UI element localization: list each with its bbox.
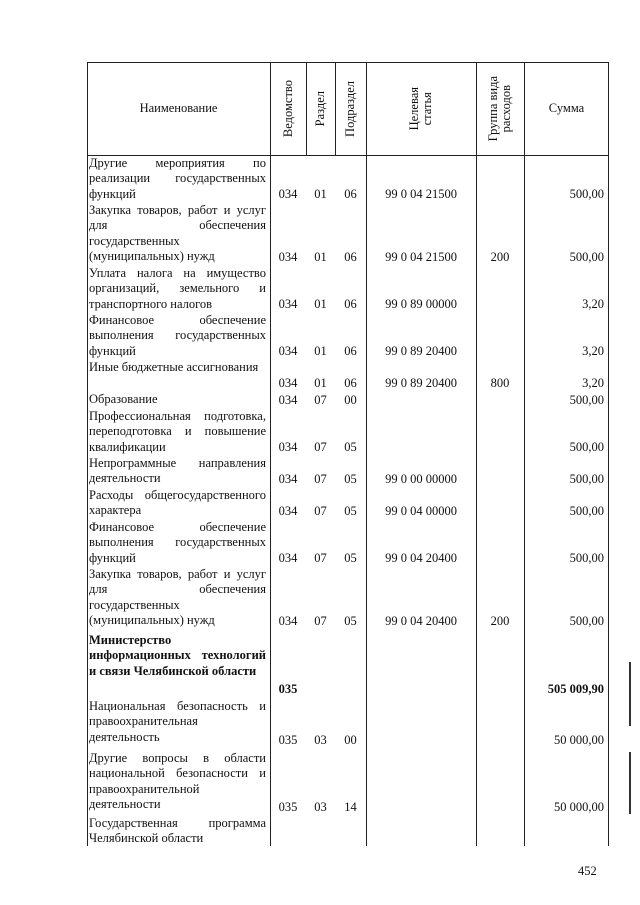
row-name: Непрограммные направления деятельности: [89, 456, 266, 486]
row-razdel: 07: [314, 392, 327, 407]
table-row: [87, 313, 609, 359]
header-razdel: Раздел: [313, 90, 327, 127]
row-name: Образование: [89, 392, 158, 406]
row-celevaya-statya: 99 0 89 20400: [385, 343, 457, 358]
row-vedomstvo: 034: [278, 503, 298, 518]
row-podrazdel: 06: [344, 296, 357, 311]
row-podrazdel: 05: [344, 503, 357, 518]
row-name: Другие мероприятия по реализации государственных функций: [89, 156, 266, 201]
header-vedomstvo: Ведомство: [280, 79, 295, 138]
row-celevaya-statya: 99 0 89 20400: [385, 375, 457, 390]
row-name: Закупка товаров, работ и услуг для обеспечения государственных (муниципальных) нужд: [89, 567, 266, 628]
row-razdel: 01: [314, 249, 327, 264]
row-celevaya-statya: 99 0 04 21500: [385, 186, 457, 201]
row-razdel: 07: [314, 613, 327, 628]
row-celevaya-statya: 99 0 04 20400: [385, 613, 457, 628]
row-podrazdel: 05: [344, 550, 357, 565]
table-row: [87, 456, 609, 487]
row-vedomstvo: 034: [278, 343, 298, 358]
table-row: [87, 156, 609, 202]
row-vedomstvo: 034: [278, 471, 298, 486]
scan-margin-mark: [629, 662, 631, 726]
row-vedomstvo: 035: [278, 681, 298, 696]
row-summa: 500,00: [569, 249, 604, 264]
row-summa: 3,20: [582, 343, 604, 358]
row-podrazdel: 06: [344, 343, 357, 358]
table-row: [87, 203, 609, 265]
row-vedomstvo: 034: [278, 296, 298, 311]
row-razdel: 01: [314, 343, 327, 358]
row-summa: 500,00: [569, 439, 604, 454]
table-row: [87, 360, 609, 391]
row-summa: 500,00: [569, 471, 604, 486]
row-name: Расходы общегосударственного характера: [89, 488, 266, 518]
row-name: Уплата налога на имущество организаций, земельного и транспортного налогов: [89, 266, 266, 311]
page-number: 452: [578, 864, 597, 878]
budget-table: [87, 62, 609, 846]
row-gruppa: 200: [490, 249, 510, 264]
row-podrazdel: 06: [344, 249, 357, 264]
row-vedomstvo: 034: [278, 613, 298, 628]
row-razdel: 03: [314, 732, 327, 747]
row-vedomstvo: 034: [278, 550, 298, 565]
row-vedomstvo: 035: [278, 732, 298, 747]
table-row: [87, 751, 609, 815]
row-razdel: 01: [314, 186, 327, 201]
row-summa: 50 000,00: [554, 732, 604, 747]
row-razdel: 03: [314, 799, 327, 814]
row-podrazdel: 05: [344, 613, 357, 628]
row-name: Министерство информационных технологий и связи Челябинской области: [89, 633, 266, 678]
table-row: [87, 266, 609, 312]
row-summa: 500,00: [569, 550, 604, 565]
table-row: [87, 816, 609, 846]
table-row: [87, 633, 609, 697]
table-row: [87, 699, 609, 748]
row-name: Финансовое обеспечение выполнения государственных функций: [89, 313, 266, 358]
table-row: [87, 392, 609, 408]
row-summa: 50 000,00: [554, 799, 604, 814]
row-podrazdel: 06: [344, 186, 357, 201]
row-podrazdel: 14: [344, 799, 357, 814]
row-summa: 3,20: [582, 296, 604, 311]
row-vedomstvo: 034: [278, 186, 298, 201]
header-celevaya-statya: Целевая статья: [407, 86, 434, 131]
row-podrazdel: 06: [344, 375, 357, 390]
header-podrazdel: Подраздел: [343, 80, 357, 137]
row-celevaya-statya: 99 0 04 20400: [385, 550, 457, 565]
row-vedomstvo: 034: [278, 439, 298, 454]
row-podrazdel: 05: [344, 439, 357, 454]
row-celevaya-statya: 99 0 04 21500: [385, 249, 457, 264]
table-row: [87, 409, 609, 455]
row-vedomstvo: 034: [278, 375, 298, 390]
row-razdel: 07: [314, 550, 327, 565]
row-celevaya-statya: 99 0 89 00000: [385, 296, 457, 311]
row-podrazdel: 00: [344, 732, 357, 747]
row-summa: 500,00: [569, 392, 604, 407]
row-gruppa: 800: [490, 375, 510, 390]
table-row: [87, 488, 609, 519]
row-razdel: 07: [314, 471, 327, 486]
row-name: Финансовое обеспечение выполнения государственных функций: [89, 520, 266, 565]
row-name: Профессиональная подготовка, переподготовка и повышение квалификации: [89, 409, 266, 454]
row-summa: 500,00: [569, 613, 604, 628]
row-vedomstvo: 034: [278, 249, 298, 264]
row-vedomstvo: 035: [278, 799, 298, 814]
row-summa: 3,20: [582, 375, 604, 390]
row-name: Государственная программа Челябинской области: [89, 816, 266, 846]
row-summa: 500,00: [569, 186, 604, 201]
row-name: Иные бюджетные ассигнования: [89, 360, 259, 374]
row-razdel: 07: [314, 503, 327, 518]
row-name: Другие вопросы в области национальной безопасности и правоохранительной деятельности: [89, 751, 266, 812]
row-summa: 505 009,90: [547, 681, 604, 696]
table-row: [87, 567, 609, 629]
table-row: [87, 520, 609, 566]
row-celevaya-statya: 99 0 04 00000: [385, 503, 457, 518]
row-podrazdel: 00: [344, 392, 357, 407]
row-podrazdel: 05: [344, 471, 357, 486]
row-razdel: 01: [314, 375, 327, 390]
row-gruppa: 200: [490, 613, 510, 628]
scan-margin-mark: [629, 752, 631, 814]
row-razdel: 07: [314, 439, 327, 454]
row-name: Закупка товаров, работ и услуг для обеспечения государственных (муниципальных) нужд: [89, 203, 266, 264]
row-celevaya-statya: 99 0 00 00000: [385, 471, 457, 486]
header-gruppa-vida-rashodov: Группа вида расходов: [486, 75, 513, 142]
header-summa: Сумма: [548, 101, 585, 115]
row-summa: 500,00: [569, 503, 604, 518]
header-name: Наименование: [139, 101, 218, 115]
row-name: Национальная безопасность и правоохранительная деятельность: [89, 699, 266, 744]
row-razdel: 01: [314, 296, 327, 311]
row-vedomstvo: 034: [278, 392, 298, 407]
